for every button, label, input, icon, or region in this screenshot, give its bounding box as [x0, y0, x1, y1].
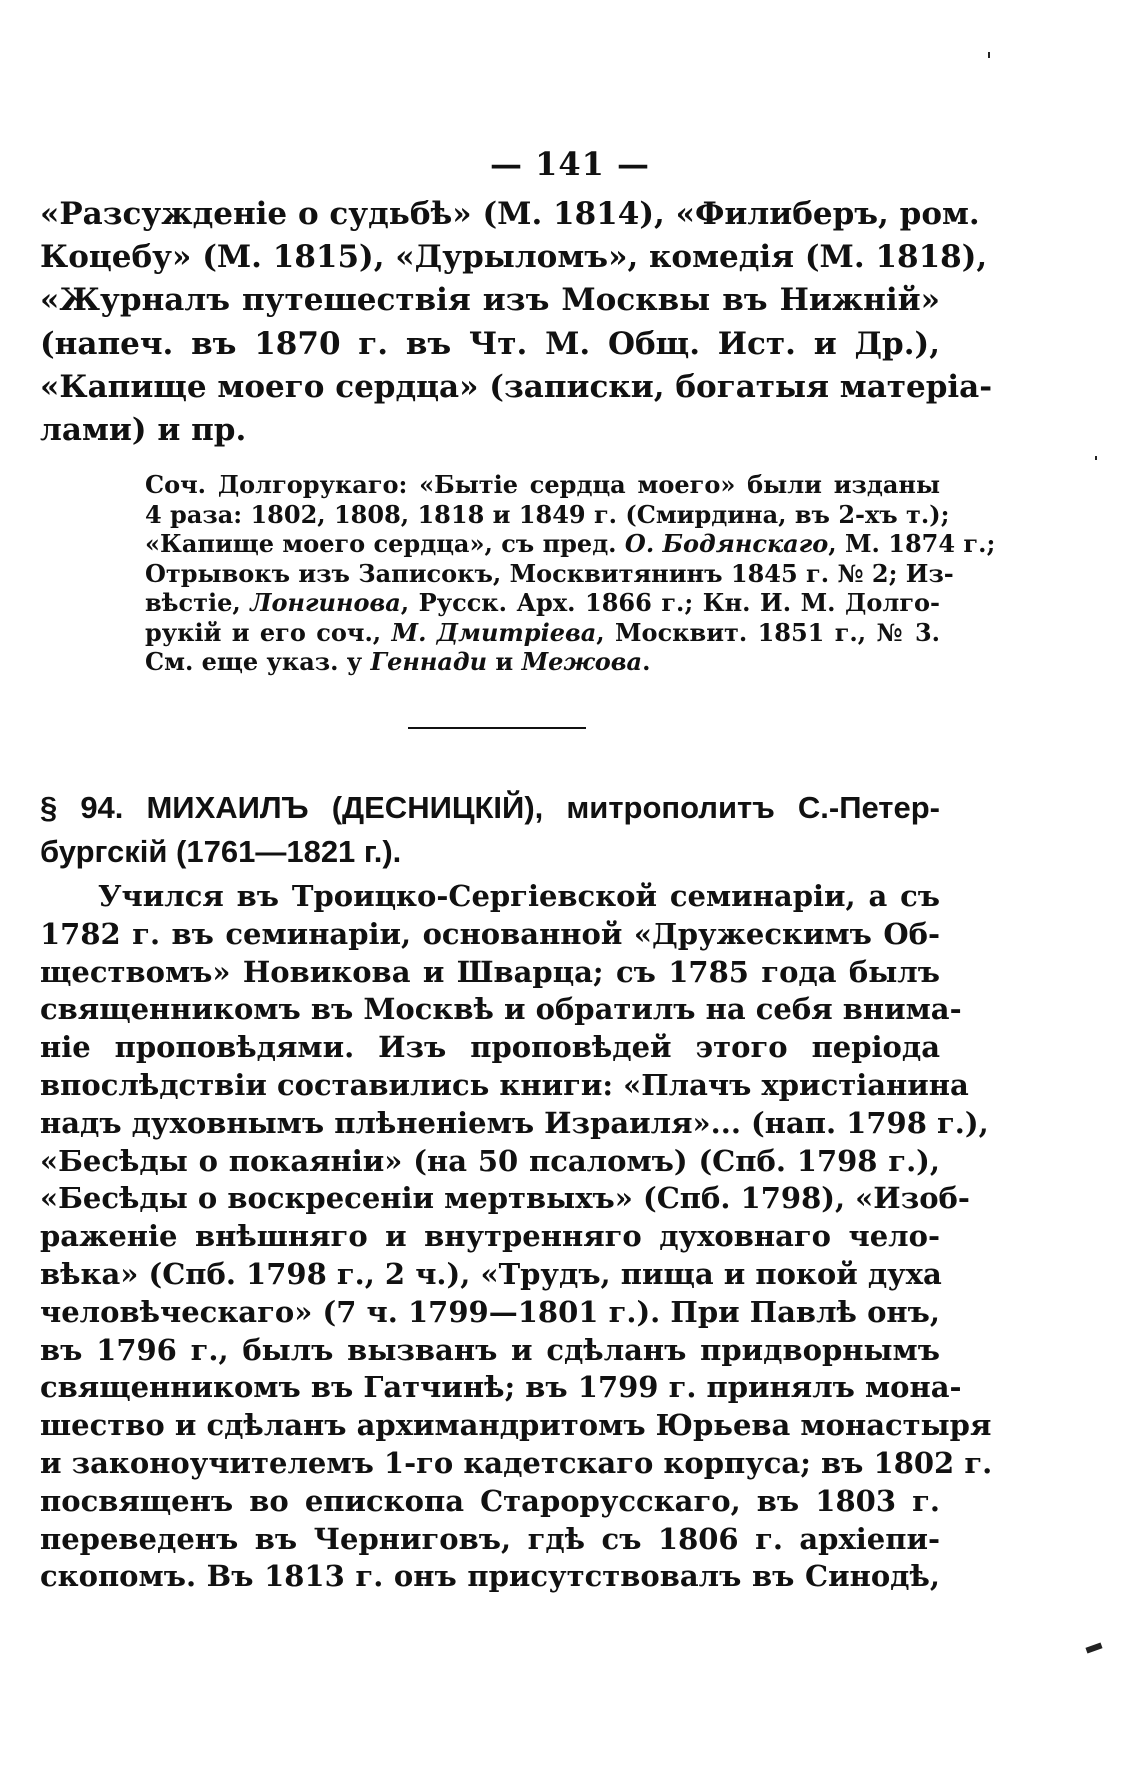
text-line: ществомъ» Новикова и Шварца; съ 1785 года былъ	[40, 954, 940, 989]
text-line: въ 1796 г., былъ вызванъ и сдѣланъ придворнымъ	[40, 1332, 940, 1367]
note-author-name: О. Бодянскаго	[624, 529, 829, 558]
text-line: и законоучителемъ 1-го кадетскаго корпуса; въ 1802 г.	[40, 1445, 993, 1480]
note-text: и	[487, 647, 522, 676]
bibliographic-notes	[145, 470, 996, 677]
text-line: «Журналъ путешествія изъ Москвы въ Нижній»	[40, 282, 940, 319]
note-line	[145, 588, 940, 618]
text-line: человѣческаго» (7 ч. 1799—1801 г.). При Павлѣ онъ,	[40, 1294, 940, 1329]
note-line	[145, 618, 940, 648]
text-line: священникомъ въ Москвѣ и обратилъ на себя внима-	[40, 992, 962, 1027]
text-line: Учился въ Троицко-Сергіевской семинаріи, а съ	[98, 879, 940, 913]
section-heading	[40, 786, 940, 874]
note-text: вѣстіе,	[145, 588, 251, 617]
text-line: 1782 г. въ семинаріи, основанной «Дружескимъ Об-	[40, 916, 940, 951]
section-heading-line: § 94. МИХАИЛЪ (ДЕСНИЦКІЙ), митрополитъ С.-Петер-	[40, 790, 940, 825]
section-heading-line: бургскій (1761—1821 г.).	[40, 834, 402, 869]
note-author-name: Геннади	[370, 647, 488, 676]
text-line: посвященъ во епископа Старорусскаго, въ 1803 г.	[40, 1483, 940, 1518]
text-line: лами) и пр.	[40, 411, 247, 448]
paragraph-continued	[40, 193, 993, 452]
text-line: раженіе внѣшняго и внутренняго духовнаго чело-	[40, 1219, 940, 1254]
scan-speck	[1095, 456, 1097, 460]
text-line: «Бесѣды о воскресеніи мертвыхъ» (Спб. 1798), «Изоб-	[40, 1181, 970, 1216]
note-text: .	[642, 647, 651, 676]
note-line	[145, 529, 996, 559]
text-line: «Капище моего сердца» (записки, богатыя матеріа-	[40, 368, 993, 405]
note-author-name: Лонгинова	[250, 588, 401, 617]
text-line: надъ духовнымъ плѣненіемъ Израиля»... (нап. 1798 г.),	[40, 1105, 989, 1140]
text-line: ніе проповѣдями. Изъ проповѣдей этого періода	[40, 1030, 940, 1065]
note-text: , Русск. Арх. 1866 г.; Кн. И. М. Долго-	[400, 588, 940, 617]
scan-speck	[988, 52, 990, 58]
text-line: шество и сдѣланъ архимандритомъ Юрьева монастыря	[40, 1408, 992, 1443]
section-divider	[408, 727, 586, 729]
text-line: переведенъ въ Черниговъ, гдѣ съ 1806 г. архіепи-	[40, 1521, 940, 1556]
note-text: 4 раза: 1802, 1808, 1818 и 1849 г. (Смирдина, въ 2-хъ т.);	[145, 499, 950, 529]
note-line	[145, 558, 954, 589]
note-text: «Капище моего сердца», съ пред.	[145, 529, 625, 558]
section-body-paragraph	[40, 878, 993, 1596]
note-line	[145, 499, 950, 530]
note-text: Соч. Долгорукаго: «Бытіе сердца моего» были изданы	[145, 470, 940, 499]
note-line	[145, 470, 940, 500]
text-line: (напеч. въ 1870 г. въ Чт. М. Общ. Ист. и Др.),	[40, 325, 940, 362]
text-line: «Разсужденіе о судьбѣ» (М. 1814), «Филиберъ, ром.	[40, 196, 980, 232]
note-author-name: Межова	[521, 647, 643, 676]
note-text: См. еще указ. у	[145, 647, 371, 676]
text-line: священникомъ въ Гатчинѣ; въ 1799 г. принялъ мона-	[40, 1370, 962, 1405]
page-number: — 141 —	[489, 145, 651, 183]
note-author-name: М. Дмитріева	[391, 617, 597, 647]
note-text: , Москвит. 1851 г., № 3.	[596, 617, 941, 647]
note-line	[145, 647, 940, 677]
note-text: Отрывокъ изъ Записокъ, Москвитянинъ 1845 г. № 2; Из-	[145, 558, 954, 588]
text-line: вѣка» (Спб. 1798 г., 2 ч.), «Трудъ, пища и покой духа	[40, 1256, 942, 1291]
note-text: рукій и его соч.,	[145, 617, 392, 647]
note-text: , М. 1874 г.;	[828, 529, 996, 558]
scan-speck	[1085, 1642, 1102, 1653]
text-line: впослѣдствіи составились книги: «Плачъ христіанина	[40, 1067, 969, 1102]
text-line: «Бесѣды о покаяніи» (на 50 псаломъ) (Спб. 1798 г.),	[40, 1143, 940, 1178]
text-line: скопомъ. Въ 1813 г. онъ присутствовалъ въ Синодѣ,	[40, 1559, 940, 1594]
text-line: Коцебу» (М. 1815), «Дурыломъ», комедія (М. 1818),	[40, 239, 988, 276]
